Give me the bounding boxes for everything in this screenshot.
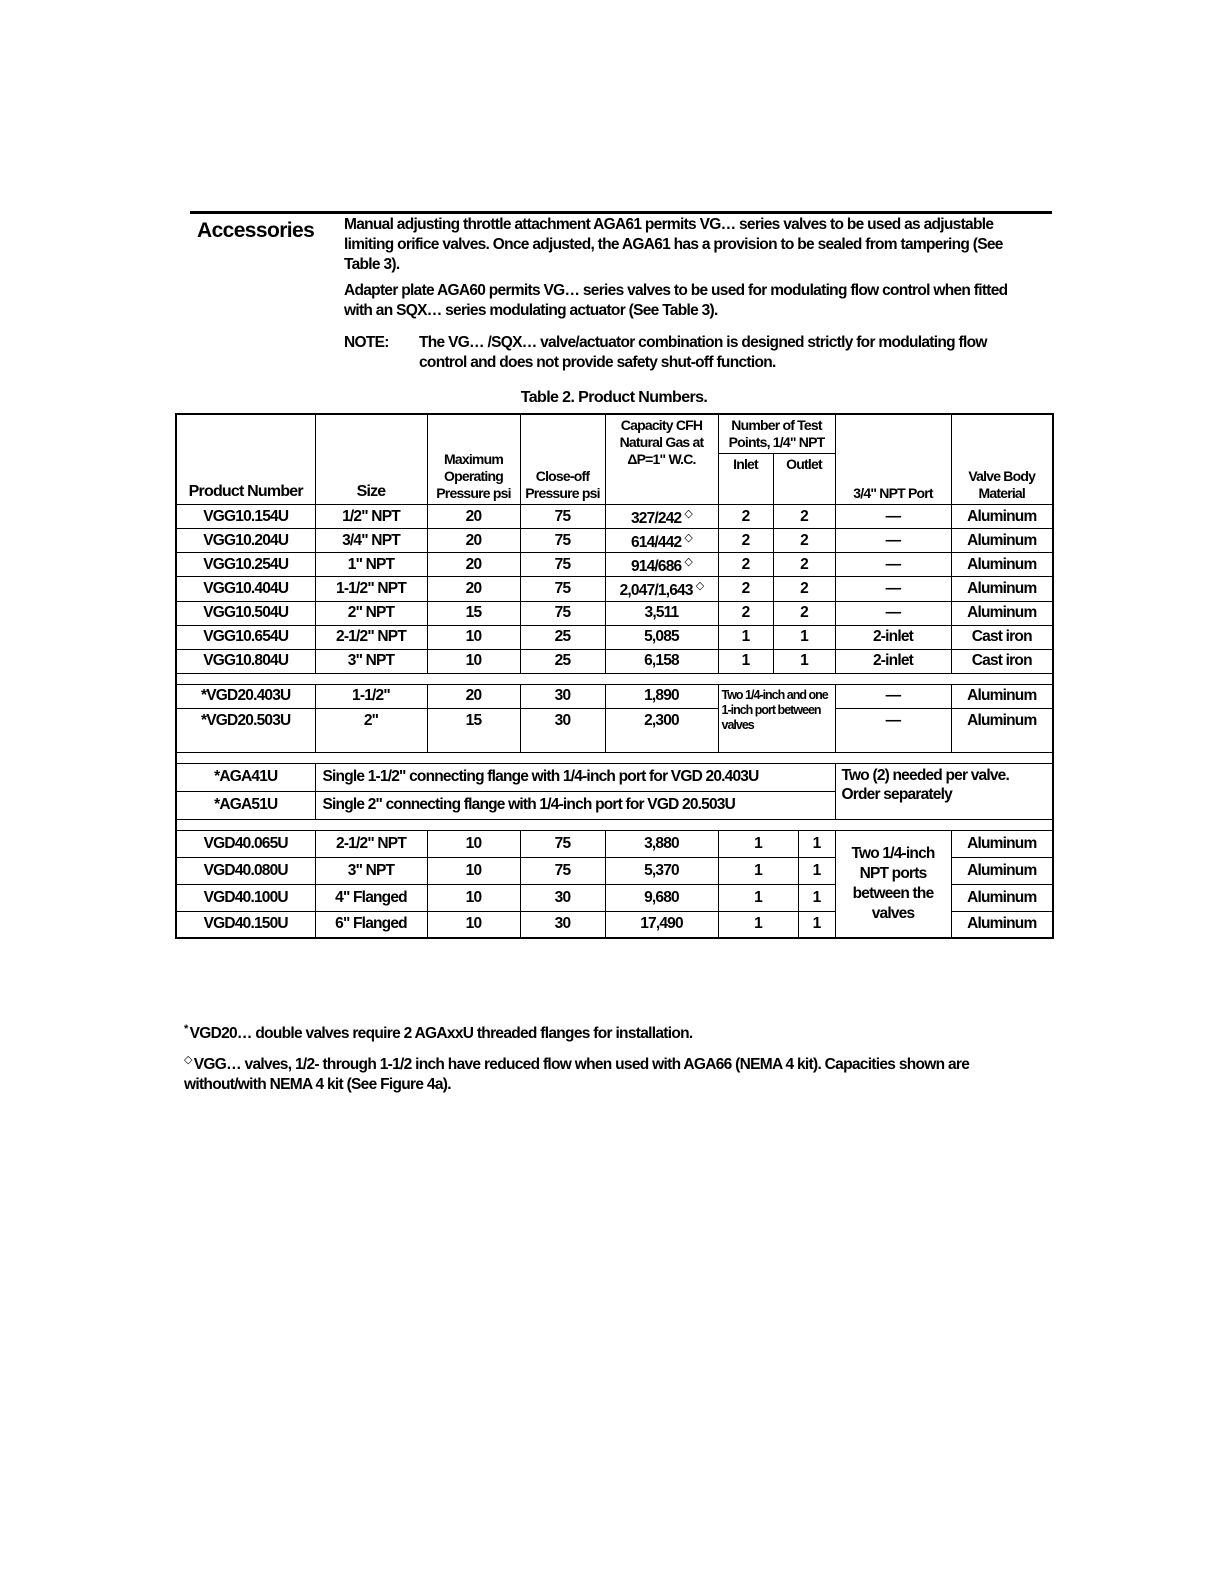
close-off-cell: 25	[520, 649, 605, 673]
outlet-cell: 2	[773, 601, 835, 625]
accessories-paragraph: Adapter plate AGA60 permits VG… series valves to be used for modulating flow control when fitted with an SQX… series modulating actuator (See Table 3).	[344, 282, 1008, 319]
material-cell: Aluminum	[951, 684, 1053, 708]
inlet-cell: 1	[718, 649, 773, 673]
size-cell: 6" Flanged	[315, 911, 427, 938]
top-rule	[190, 211, 1052, 214]
material-cell: Aluminum	[951, 708, 1053, 752]
diamond-footnote-mark: ◇	[695, 580, 704, 593]
product-cell: VGG10.204U	[176, 529, 315, 553]
material-cell: Aluminum	[951, 857, 1053, 884]
diamond-footnote-mark: ◇	[684, 532, 693, 545]
max-pressure-cell: 20	[427, 505, 520, 529]
capacity-cell: 5,370	[605, 857, 718, 884]
close-off-cell: 75	[520, 529, 605, 553]
outlet-cell: 2	[773, 505, 835, 529]
footnotes	[184, 1019, 1044, 1101]
product-cell: *AGA51U	[176, 791, 315, 819]
close-off-cell: 75	[520, 601, 605, 625]
material-cell: Aluminum	[951, 884, 1053, 911]
size-cell: 2-1/2" NPT	[315, 830, 427, 857]
close-off-cell: 30	[520, 708, 605, 752]
max-pressure-cell: 10	[427, 649, 520, 673]
capacity-cell	[605, 577, 718, 601]
header-capacity: Capacity CFH Natural Gas at ΔP=1" W.C.	[605, 414, 718, 505]
capacity-cell: 2,300	[605, 708, 718, 752]
inlet-cell: 1	[718, 625, 773, 649]
product-cell: VGG10.254U	[176, 553, 315, 577]
port-cell: 2-inlet	[835, 625, 951, 649]
size-cell: 1/2" NPT	[315, 505, 427, 529]
outlet-cell: 1	[798, 911, 835, 938]
capacity-cell: 6,158	[605, 649, 718, 673]
size-cell: 1-1/2"	[315, 684, 427, 708]
header-test-points: Number of Test Points, 1/4" NPT	[718, 414, 835, 454]
test-points-note: Two 1/4-inch and one 1-inch port between valves	[718, 684, 835, 752]
max-pressure-cell: 20	[427, 684, 520, 708]
port-cell: —	[835, 529, 951, 553]
capacity-cell: 3,880	[605, 830, 718, 857]
size-cell: 3/4" NPT	[315, 529, 427, 553]
table-row	[176, 625, 1053, 649]
product-cell: VGG10.154U	[176, 505, 315, 529]
product-cell: VGG10.804U	[176, 649, 315, 673]
product-numbers-table	[175, 413, 1054, 939]
port-cell: —	[835, 577, 951, 601]
spacer-cell	[176, 819, 1053, 830]
material-cell: Aluminum	[951, 601, 1053, 625]
product-cell: VGG10.404U	[176, 577, 315, 601]
capacity-cell	[605, 553, 718, 577]
spacer-row	[176, 673, 1053, 684]
size-cell: 3" NPT	[315, 649, 427, 673]
note-label: NOTE:	[344, 334, 389, 351]
size-cell: 1" NPT	[315, 553, 427, 577]
max-pressure-cell: 15	[427, 601, 520, 625]
size-cell: 2-1/2" NPT	[315, 625, 427, 649]
table-row	[176, 649, 1053, 673]
capacity-value: 327/242	[630, 510, 682, 528]
material-cell: Aluminum	[951, 553, 1053, 577]
max-pressure-cell: 15	[427, 708, 520, 752]
diamond-footnote-mark: ◇	[184, 1054, 192, 1067]
diamond-footnote-mark: ◇	[684, 556, 693, 569]
description-cell: Single 2" connecting flange with 1/4-inch port for VGD 20.503U	[315, 791, 835, 819]
spacer-row	[176, 752, 1053, 763]
inlet-cell: 1	[718, 830, 798, 857]
outlet-cell: 1	[798, 857, 835, 884]
capacity-cell: 3,511	[605, 601, 718, 625]
capacity-cell	[605, 529, 718, 553]
table-caption: Table 2. Product Numbers.	[520, 389, 708, 406]
table-row	[176, 529, 1053, 553]
table-row	[176, 601, 1053, 625]
port-cell: —	[835, 601, 951, 625]
capacity-value: 614/442	[630, 534, 682, 552]
table-row	[176, 577, 1053, 601]
inlet-cell: 1	[718, 857, 798, 884]
close-off-cell: 25	[520, 625, 605, 649]
product-cell: VGG10.654U	[176, 625, 315, 649]
max-pressure-cell: 10	[427, 625, 520, 649]
product-cell: *VGD20.403U	[176, 684, 315, 708]
size-cell: 2" NPT	[315, 601, 427, 625]
product-cell: VGD40.100U	[176, 884, 315, 911]
note	[344, 333, 1034, 373]
inlet-cell: 2	[718, 577, 773, 601]
outlet-cell: 2	[773, 529, 835, 553]
accessories-paragraph: Manual adjusting throttle attachment AGA61 permits VG… series valves to be used as adjustable limiting orifice valves. Once adjusted, the AGA61 has a provision to be sealed from tampering (See Table 3).	[344, 216, 1003, 273]
close-off-cell: 30	[520, 911, 605, 938]
close-off-cell: 30	[520, 684, 605, 708]
spacer-cell	[176, 673, 1053, 684]
spacer-row	[176, 819, 1053, 830]
asterisk-footnote-mark: *	[184, 1023, 188, 1035]
max-pressure-cell: 10	[427, 911, 520, 938]
capacity-cell: 17,490	[605, 911, 718, 938]
header-npt-port: 3/4" NPT Port	[835, 414, 951, 505]
close-off-cell: 30	[520, 884, 605, 911]
product-cell: VGD40.150U	[176, 911, 315, 938]
inlet-cell: 2	[718, 529, 773, 553]
port-cell: 2-inlet	[835, 649, 951, 673]
footnote-1	[184, 1019, 1044, 1044]
inlet-cell: 2	[718, 553, 773, 577]
port-cell: —	[835, 684, 951, 708]
table-row	[176, 684, 1053, 708]
max-pressure-cell: 10	[427, 857, 520, 884]
max-pressure-cell: 20	[427, 529, 520, 553]
inlet-cell: 1	[718, 911, 798, 938]
material-cell: Aluminum	[951, 830, 1053, 857]
spacer-cell	[176, 752, 1053, 763]
close-off-cell: 75	[520, 553, 605, 577]
size-cell: 2"	[315, 708, 427, 752]
material-cell: Cast iron	[951, 625, 1053, 649]
header-outlet: Outlet	[773, 454, 835, 505]
diamond-footnote-mark: ◇	[684, 508, 693, 520]
inlet-cell: 2	[718, 601, 773, 625]
outlet-cell: 1	[773, 649, 835, 673]
outlet-cell: 2	[773, 577, 835, 601]
footnote-text: VGG… valves, 1/2- through 1-1/2 inch have reduced flow when used with AGA66 (NEMA 4 kit). Capacities shown are without/with NEMA 4 kit (See Figure 4a).	[184, 1056, 970, 1094]
size-cell: 1-1/2" NPT	[315, 577, 427, 601]
capacity-cell: 1,890	[605, 684, 718, 708]
product-cell: VGG10.504U	[176, 601, 315, 625]
outlet-cell: 1	[798, 830, 835, 857]
capacity-cell	[605, 505, 718, 529]
table-row	[176, 830, 1053, 857]
max-pressure-cell: 20	[427, 577, 520, 601]
close-off-cell: 75	[520, 505, 605, 529]
accessories-body	[344, 215, 1034, 373]
description-cell: Single 1-1/2" connecting flange with 1/4-inch port for VGD 20.403U	[315, 763, 835, 791]
aga-order-note: Two (2) needed per valve. Order separately	[835, 763, 1053, 819]
inlet-cell: 2	[718, 505, 773, 529]
header-row	[176, 414, 1053, 454]
material-cell: Aluminum	[951, 529, 1053, 553]
inlet-cell: 1	[718, 884, 798, 911]
product-cell: *VGD20.503U	[176, 708, 315, 752]
vgd40-ports-note: Two 1/4-inch NPT ports between the valves	[835, 830, 951, 938]
note-text: The VG… /SQX… valve/actuator combination is designed strictly for modulating flow control and does not provide safety shut-off function.	[419, 334, 987, 371]
port-cell: —	[835, 505, 951, 529]
size-cell: 3" NPT	[315, 857, 427, 884]
header-product-number: Product Number	[176, 414, 315, 505]
accessories-heading: Accessories	[197, 219, 315, 242]
table-row	[176, 763, 1053, 791]
table-row	[176, 708, 1053, 752]
close-off-cell: 75	[520, 857, 605, 884]
header-max-pressure: Maximum Operating Pressure psi	[427, 414, 520, 505]
material-cell: Aluminum	[951, 911, 1053, 938]
outlet-cell: 1	[773, 625, 835, 649]
port-cell: —	[835, 708, 951, 752]
close-off-cell: 75	[520, 830, 605, 857]
material-cell: Cast iron	[951, 649, 1053, 673]
port-cell: —	[835, 553, 951, 577]
product-cell: VGD40.080U	[176, 857, 315, 884]
capacity-value: 2,047/1,643	[619, 582, 693, 600]
max-pressure-cell: 10	[427, 830, 520, 857]
header-size: Size	[315, 414, 427, 505]
header-close-off: Close-off Pressure psi	[520, 414, 605, 505]
outlet-cell: 1	[798, 884, 835, 911]
footnote-text: VGD20… double valves require 2 AGAxxU threaded flanges for installation.	[189, 1025, 693, 1043]
product-cell: *AGA41U	[176, 763, 315, 791]
table-row	[176, 553, 1053, 577]
max-pressure-cell: 20	[427, 553, 520, 577]
outlet-cell: 2	[773, 553, 835, 577]
size-cell: 4" Flanged	[315, 884, 427, 911]
max-pressure-cell: 10	[427, 884, 520, 911]
material-cell: Aluminum	[951, 505, 1053, 529]
capacity-cell: 9,680	[605, 884, 718, 911]
capacity-value: 914/686	[630, 558, 682, 576]
product-cell: VGD40.065U	[176, 830, 315, 857]
header-inlet: Inlet	[718, 454, 773, 505]
footnote-2	[184, 1050, 1044, 1095]
header-body-material: Valve Body Material	[951, 414, 1053, 505]
capacity-cell: 5,085	[605, 625, 718, 649]
close-off-cell: 75	[520, 577, 605, 601]
material-cell: Aluminum	[951, 577, 1053, 601]
table-row	[176, 505, 1053, 529]
